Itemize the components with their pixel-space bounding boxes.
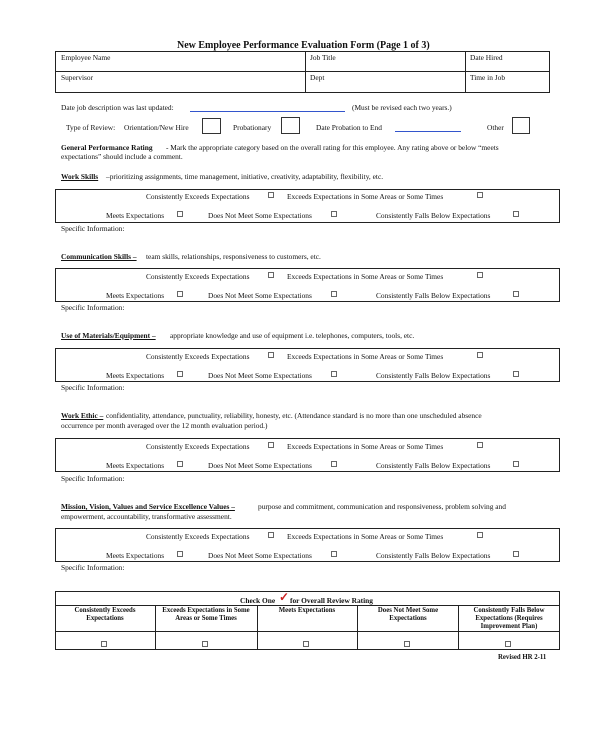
supervisor-label: Supervisor bbox=[61, 73, 94, 82]
work-skills-cb-does-not-meet[interactable] bbox=[331, 211, 337, 217]
job-title-label: Job Title bbox=[310, 53, 336, 62]
mission-desc2: empowerment, accountability, transformative assessment. bbox=[61, 512, 232, 521]
mission-cb-meets[interactable] bbox=[177, 551, 183, 557]
date-updated-field[interactable] bbox=[190, 111, 345, 112]
check-mark-icon: ✓ bbox=[279, 590, 290, 604]
rating-consistently-falls: Consistently Falls Below Expectations bbox=[376, 551, 491, 560]
work-ethic-desc1: confidentiality, attendance, punctuality, reliability, honesty, etc. (Attendance standard is no more than one unscheduled absence bbox=[106, 411, 482, 420]
work-skills-cb-exceeds-some[interactable] bbox=[477, 192, 483, 198]
probationary-checkbox[interactable] bbox=[281, 117, 300, 134]
rating-consistently-falls: Consistently Falls Below Expectations bbox=[376, 211, 491, 220]
rating-consistently-exceeds: Consistently Exceeds Expectations bbox=[146, 532, 250, 541]
work-skills-cb-meets[interactable] bbox=[177, 211, 183, 217]
rating-does-not-meet: Does Not Meet Some Expectations bbox=[208, 211, 312, 220]
employee-name-label: Employee Name bbox=[61, 53, 111, 62]
job-title-field[interactable] bbox=[306, 62, 464, 70]
materials-cb-consistently-exceeds[interactable] bbox=[268, 352, 274, 358]
date-probation-label: Date Probation to End bbox=[316, 123, 382, 132]
time-in-job-label: Time in Job bbox=[470, 73, 506, 82]
mission-cb-exceeds-some[interactable] bbox=[477, 532, 483, 538]
work-skills-specific-info: Specific Information: bbox=[61, 224, 125, 233]
work-ethic-cb-meets[interactable] bbox=[177, 461, 183, 467]
date-hired-label: Date Hired bbox=[470, 53, 503, 62]
general-rating-line1: - Mark the appropriate category based on the overall rating for this employee. Any rating above or below “meets bbox=[166, 143, 499, 152]
mission-specific-info: Specific Information: bbox=[61, 563, 125, 572]
rating-meets: Meets Expectations bbox=[106, 551, 165, 560]
other-label: Other bbox=[487, 123, 504, 132]
time-in-job-field[interactable] bbox=[466, 82, 549, 92]
materials-cb-consistently-falls[interactable] bbox=[513, 371, 519, 377]
rating-consistently-exceeds: Consistently Exceeds Expectations bbox=[146, 442, 250, 451]
communication-cb-meets[interactable] bbox=[177, 291, 183, 297]
overall-col-exceeds-some: Exceeds Expectations in Some Areas or Some Times bbox=[162, 607, 250, 622]
overall-cb-consistently-exceeds[interactable] bbox=[101, 641, 107, 647]
rating-exceeds-some: Exceeds Expectations in Some Areas or Some Times bbox=[287, 352, 444, 361]
other-checkbox[interactable] bbox=[512, 117, 530, 134]
work-skills-cb-consistently-falls[interactable] bbox=[513, 211, 519, 217]
overall-cb-meets[interactable] bbox=[303, 641, 309, 647]
orientation-label: Orientation/New Hire bbox=[124, 123, 189, 132]
employee-name-field[interactable] bbox=[56, 62, 304, 70]
supervisor-field[interactable] bbox=[56, 82, 304, 92]
overall-cb-does-not-meet[interactable] bbox=[404, 641, 410, 647]
work-ethic-cb-consistently-falls[interactable] bbox=[513, 461, 519, 467]
communication-cb-does-not-meet[interactable] bbox=[331, 291, 337, 297]
communication-desc: team skills, relationships, responsiveness to customers, etc. bbox=[146, 252, 321, 261]
rating-consistently-falls: Consistently Falls Below Expectations bbox=[376, 461, 491, 470]
materials-specific-info: Specific Information: bbox=[61, 383, 125, 392]
mission-cb-does-not-meet[interactable] bbox=[331, 551, 337, 557]
overall-col-does-not-meet: Does Not Meet Some Expectations bbox=[377, 607, 439, 622]
rating-consistently-falls: Consistently Falls Below Expectations bbox=[376, 371, 491, 380]
footer-revised: Revised HR 2-11 bbox=[498, 654, 547, 661]
materials-desc: appropriate knowledge and use of equipment i.e. telephones, computers, tools, etc. bbox=[170, 331, 415, 340]
overall-col-meets: Meets Expectations bbox=[278, 607, 336, 614]
date-hired-field[interactable] bbox=[466, 62, 549, 70]
work-ethic-specific-info: Specific Information: bbox=[61, 474, 125, 483]
mission-cb-consistently-exceeds[interactable] bbox=[268, 532, 274, 538]
communication-cb-exceeds-some[interactable] bbox=[477, 272, 483, 278]
overall-cb-consistently-falls[interactable] bbox=[505, 641, 511, 647]
dept-field[interactable] bbox=[306, 82, 464, 92]
general-rating-line2: expectations” should include a comment. bbox=[61, 152, 183, 161]
rating-consistently-exceeds: Consistently Exceeds Expectations bbox=[146, 352, 250, 361]
materials-cb-meets[interactable] bbox=[177, 371, 183, 377]
mission-desc1: purpose and commitment, communication and responsiveness, problem solving and bbox=[258, 502, 506, 511]
overall-col-consistently-exceeds: Consistently Exceeds Expectations bbox=[74, 607, 136, 622]
overall-col-consistently-falls: Consistently Falls Below Expectations (Requires Improvement Plan) bbox=[473, 607, 545, 630]
rating-meets: Meets Expectations bbox=[106, 211, 165, 220]
materials-title: Use of Materials/Equipment – bbox=[61, 331, 156, 340]
rating-meets: Meets Expectations bbox=[106, 291, 165, 300]
work-ethic-desc2: occurrence per month averaged over the 12 month evaluation period.) bbox=[61, 421, 268, 430]
date-updated-label: Date job description was last updated: bbox=[61, 103, 174, 112]
rating-does-not-meet: Does Not Meet Some Expectations bbox=[208, 551, 312, 560]
rating-exceeds-some: Exceeds Expectations in Some Areas or Some Times bbox=[287, 272, 444, 281]
rating-does-not-meet: Does Not Meet Some Expectations bbox=[208, 371, 312, 380]
rating-consistently-exceeds: Consistently Exceeds Expectations bbox=[146, 272, 250, 281]
date-updated-note: (Must be revised each two years.) bbox=[352, 103, 452, 112]
orientation-checkbox[interactable] bbox=[202, 118, 221, 134]
work-skills-cb-consistently-exceeds[interactable] bbox=[268, 192, 274, 198]
review-type-label: Type of Review: bbox=[66, 123, 116, 132]
date-probation-field[interactable] bbox=[395, 131, 461, 132]
rating-meets: Meets Expectations bbox=[106, 461, 165, 470]
check-one-label: Check One bbox=[240, 596, 276, 605]
communication-cb-consistently-falls[interactable] bbox=[513, 291, 519, 297]
rating-exceeds-some: Exceeds Expectations in Some Areas or Some Times bbox=[287, 192, 444, 201]
work-skills-title: Work Skills bbox=[61, 172, 99, 181]
rating-consistently-falls: Consistently Falls Below Expectations bbox=[376, 291, 491, 300]
rating-consistently-exceeds: Consistently Exceeds Expectations bbox=[146, 192, 250, 201]
rating-does-not-meet: Does Not Meet Some Expectations bbox=[208, 291, 312, 300]
for-overall-label: for Overall Review Rating bbox=[290, 596, 373, 605]
work-ethic-title: Work Ethic – bbox=[61, 411, 104, 420]
rating-does-not-meet: Does Not Meet Some Expectations bbox=[208, 461, 312, 470]
work-ethic-cb-consistently-exceeds[interactable] bbox=[268, 442, 274, 448]
rating-exceeds-some: Exceeds Expectations in Some Areas or Some Times bbox=[287, 532, 444, 541]
rating-meets: Meets Expectations bbox=[106, 371, 165, 380]
page-title: New Employee Performance Evaluation Form (Page 1 of 3) bbox=[177, 40, 430, 51]
work-ethic-cb-does-not-meet[interactable] bbox=[331, 461, 337, 467]
materials-cb-exceeds-some[interactable] bbox=[477, 352, 483, 358]
general-rating-title: General Performance Rating bbox=[61, 143, 153, 152]
communication-title: Communication Skills – bbox=[61, 252, 137, 261]
work-ethic-cb-exceeds-some[interactable] bbox=[477, 442, 483, 448]
rating-exceeds-some: Exceeds Expectations in Some Areas or Some Times bbox=[287, 442, 444, 451]
communication-specific-info: Specific Information: bbox=[61, 303, 125, 312]
mission-cb-consistently-falls[interactable] bbox=[513, 551, 519, 557]
probationary-label: Probationary bbox=[233, 123, 272, 132]
mission-title: Mission, Vision, Values and Service Excellence Values – bbox=[61, 502, 235, 511]
dept-label: Dept bbox=[310, 73, 325, 82]
overall-cb-exceeds-some[interactable] bbox=[202, 641, 208, 647]
materials-cb-does-not-meet[interactable] bbox=[331, 371, 337, 377]
work-skills-desc: –prioritizing assignments, time management, initiative, creativity, adaptability, flexibility, etc. bbox=[106, 172, 384, 181]
communication-cb-consistently-exceeds[interactable] bbox=[268, 272, 274, 278]
